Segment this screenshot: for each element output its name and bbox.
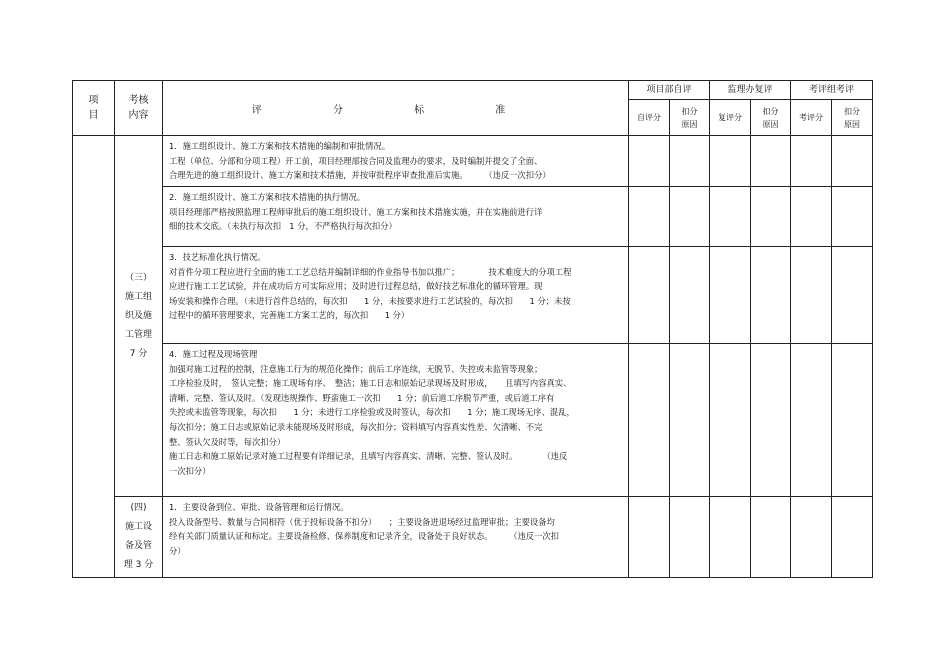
criterion-line: 项目经理部严格按照监理工程师审批后的施工组织设计、施工方案和技术措施实施，并在实施前进行详	[169, 206, 543, 217]
category-line: (四)	[130, 503, 147, 513]
criterion-line: 对首件分项工程应进行全面的施工工艺总结并编制详细的作业指导书加以推广； 技术难度大的分项工程	[169, 266, 572, 277]
criterion-line: 分）	[169, 545, 186, 556]
criterion-row	[73, 344, 873, 497]
criterion-line: 3．技艺标准化执行情况。	[169, 252, 266, 262]
criterion-text	[163, 136, 629, 187]
criterion-line: 场安装和操作合理。（未进行首件总结的，每次扣 1 分，未按要求进行工艺试验的，每次扣 1 分；未按	[169, 295, 571, 306]
criterion-line: 1．施工组织设计、施工方案和技术措施的编制和审批情况。	[169, 141, 390, 151]
deduct-line: 原因	[844, 119, 861, 129]
criterion-text	[163, 497, 629, 578]
assess-score-cell[interactable]	[791, 344, 832, 497]
header-content	[115, 81, 163, 136]
self-reason-cell[interactable]	[670, 497, 710, 578]
header-self-score: 自评分	[629, 100, 670, 136]
assess-score-cell[interactable]	[791, 136, 832, 187]
category-cell	[115, 497, 163, 578]
header-item-line: 项	[88, 95, 99, 106]
criterion-line: 工序检验及时， 签认完整；施工现场有序、 整洁；施工日志和原始记录现场及时形成， 且填写内容真实、	[169, 378, 572, 389]
criterion-line: 经有关部门质量认证和标定。主要设备检修、保养制度和记录齐全，设备处于良好状态。 （违反一次扣	[169, 531, 559, 542]
header-standard: 评 分 标 准	[163, 81, 629, 136]
criterion-row	[73, 187, 873, 247]
deduct-line: 扣分	[762, 106, 779, 116]
criterion-line: 一次扣分）	[169, 465, 211, 476]
assess-reason-cell[interactable]	[832, 247, 873, 344]
supervise-score-cell[interactable]	[710, 136, 751, 187]
criterion-text	[163, 247, 629, 344]
header-group-supervise: 监理办复评	[710, 81, 791, 100]
assess-reason-cell[interactable]	[832, 187, 873, 247]
criterion-line: 每次扣分；施工日志或原始记录未能现场及时形成，每次扣分；资料填写内容真实性差、欠清晰、不完	[169, 421, 543, 432]
category-line: 工管理	[124, 329, 152, 340]
category-line: 施工组	[124, 291, 152, 302]
deduct-line: 原因	[681, 119, 698, 129]
header-deduct-reason	[832, 100, 873, 136]
assess-score-cell[interactable]	[791, 247, 832, 344]
self-reason-cell[interactable]	[670, 247, 710, 344]
header-content-line: 考核	[128, 95, 149, 106]
deduct-line: 扣分	[844, 106, 861, 116]
criterion-line: 工程（单位、分部和分项工程）开工前，项目经理部按合同及监理办的要求，及时编制并提交了全面、	[169, 155, 543, 166]
criterion-line: 细的技术交底。（未执行每次扣 1 分，不严格执行每次扣分）	[169, 221, 397, 232]
criterion-line: 清晰、完整、签认及时。（发现违规操作、野蛮施工一次扣 1 分；前后道工序脱节严重，或后道工序有	[169, 392, 555, 403]
criterion-line: 1．主要设备到位、审批、设备管理和运行情况。	[169, 502, 349, 512]
assess-reason-cell[interactable]	[832, 136, 873, 187]
header-row-1	[73, 81, 873, 100]
criterion-line: 2．施工组织设计、施工方案和技术措施的执行情况。	[169, 192, 366, 202]
category-line: 织及施	[124, 310, 152, 321]
category-line: 理 3 分	[123, 560, 154, 570]
supervise-score-cell[interactable]	[710, 187, 751, 247]
criterion-line: 加强对施工过程的控制，注意施工行为的规范化操作；前后工序连续，无脱节、失控或未监管等现象；	[169, 363, 543, 374]
criterion-line: 合理先进的施工组织设计、施工方案和技术措施，并按审批程序审查批准后实施。 （违反一次扣分）	[169, 170, 551, 181]
self-reason-cell[interactable]	[670, 187, 710, 247]
self-reason-cell[interactable]	[670, 136, 710, 187]
criterion-line: 投入设备型号、数量与合同相符（优于投标设备不扣分） ；主要设备进退场经过监理审批；主要设备均	[169, 516, 555, 527]
criterion-line: 过程中的循环管理要求，完善施工方案工艺的，每次扣 1 分）	[169, 310, 410, 321]
assessment-table	[72, 80, 873, 578]
supervise-reason-cell[interactable]	[751, 247, 791, 344]
category-line: 备及管	[124, 541, 152, 551]
header-supervise-score: 复评分	[710, 100, 751, 136]
supervise-reason-cell[interactable]	[751, 187, 791, 247]
criterion-line: 应进行施工工艺试验，并在成功后方可实际应用；及时进行过程总结，做好技艺标准化的循环管理。现	[169, 281, 543, 292]
deduct-line: 扣分	[681, 106, 698, 116]
header-assess-score: 考评分	[791, 100, 832, 136]
supervise-reason-cell[interactable]	[751, 344, 791, 497]
supervise-score-cell[interactable]	[710, 497, 751, 578]
supervise-score-cell[interactable]	[710, 344, 751, 497]
header-deduct-reason	[670, 100, 710, 136]
category-line: 施工设	[124, 522, 152, 532]
assess-score-cell[interactable]	[791, 497, 832, 578]
criterion-line: 施工日志和施工原始记录对施工过程要有详细记录，且填写内容真实、清晰、完整、签认及时。 （违反	[169, 451, 568, 462]
header-item-line: 目	[88, 110, 99, 121]
assess-reason-cell[interactable]	[832, 497, 873, 578]
criterion-line: 4．施工过程及现场管理	[169, 349, 258, 359]
self-score-cell[interactable]	[629, 247, 670, 344]
self-score-cell[interactable]	[629, 344, 670, 497]
category-line: （三）	[124, 272, 152, 283]
category-cell	[115, 136, 163, 497]
criterion-row	[73, 497, 873, 578]
criterion-line: 失控或未监管等现象，每次扣 1 分；未进行工序检验或及时签认，每次扣 1 分；施工现场无序、混乱，	[169, 407, 575, 418]
deduct-line: 原因	[762, 119, 779, 129]
assess-score-cell[interactable]	[791, 187, 832, 247]
category-line: 7 分	[129, 348, 148, 359]
header-group-self: 项目部自评	[629, 81, 710, 100]
criterion-row	[73, 136, 873, 187]
criterion-text	[163, 344, 629, 497]
criterion-row	[73, 247, 873, 344]
criterion-text	[163, 187, 629, 247]
supervise-reason-cell[interactable]	[751, 497, 791, 578]
header-item	[73, 81, 115, 136]
supervise-score-cell[interactable]	[710, 247, 751, 344]
header-content-line: 内容	[128, 110, 149, 121]
self-reason-cell[interactable]	[670, 344, 710, 497]
header-group-assess: 考评组考评	[791, 81, 873, 100]
self-score-cell[interactable]	[629, 136, 670, 187]
self-score-cell[interactable]	[629, 497, 670, 578]
self-score-cell[interactable]	[629, 187, 670, 247]
item-cell	[73, 136, 115, 578]
criterion-line: 整、签认欠及时等，每次扣分）	[169, 436, 286, 447]
header-deduct-reason	[751, 100, 791, 136]
supervise-reason-cell[interactable]	[751, 136, 791, 187]
assess-reason-cell[interactable]	[832, 344, 873, 497]
